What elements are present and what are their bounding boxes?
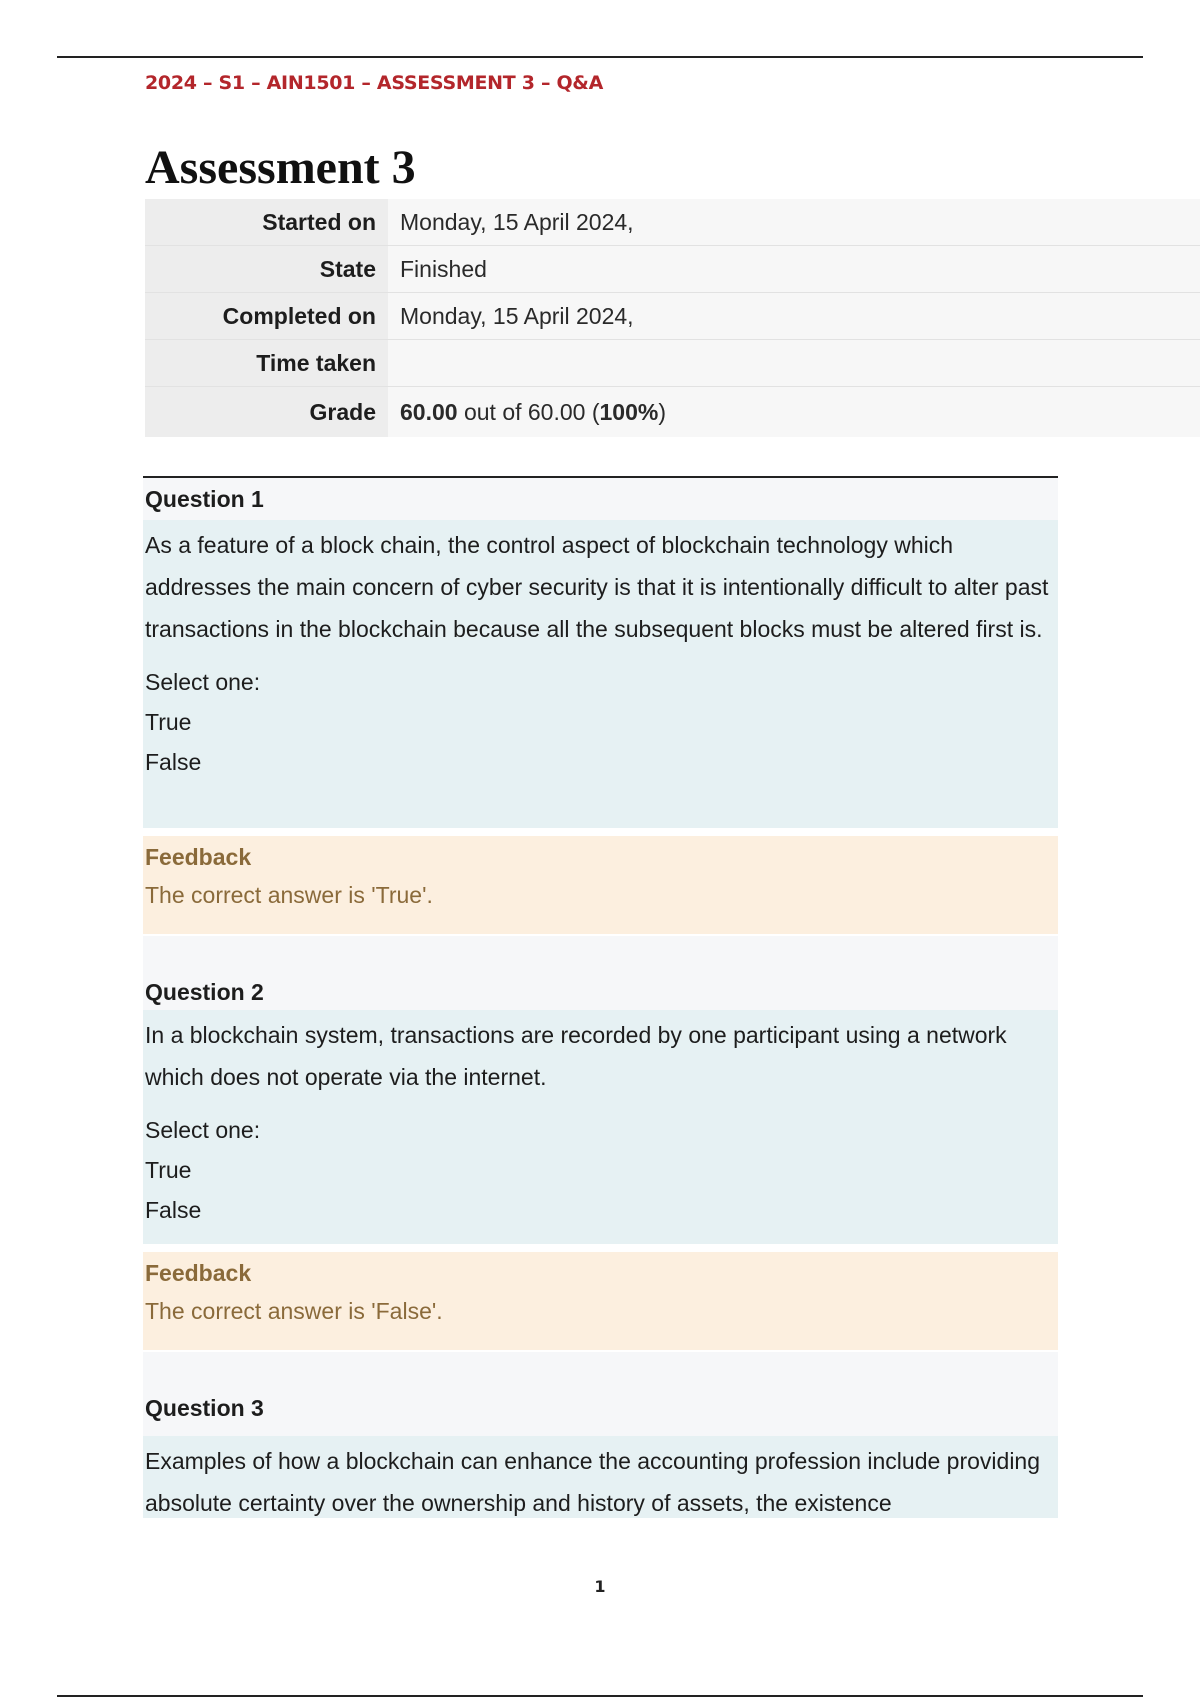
- page-title: Assessment 3: [145, 141, 416, 194]
- summary-row-grade: [145, 387, 1200, 438]
- grade-middle: out of 60.00 (: [457, 398, 600, 425]
- bottom-rule: [57, 1695, 1143, 1697]
- attempt-summary-table: [145, 199, 1200, 437]
- question-3-body: [143, 1436, 1058, 1518]
- summary-value: Monday, 15 April 2024,: [388, 293, 1200, 340]
- select-one-prompt: Select one:: [145, 1117, 261, 1143]
- feedback-text: The correct answer is 'True'.: [145, 882, 433, 908]
- summary-row-state: [145, 246, 1200, 293]
- summary-label: Time taken: [145, 340, 388, 387]
- summary-label: Started on: [145, 199, 388, 246]
- question-3-heading: Question 3: [143, 1352, 1058, 1436]
- question-2-heading: Question 2: [143, 936, 1058, 1010]
- summary-label: Grade: [145, 387, 388, 438]
- feedback-text: The correct answer is 'False'.: [145, 1298, 443, 1324]
- summary-row-completed: [145, 293, 1200, 340]
- feedback-title: Feedback: [145, 844, 252, 870]
- grade-end: ): [658, 398, 666, 425]
- question-1-text: As a feature of a block chain, the control aspect of blockchain technology which addresses the main concern of cyber security is that it is intentionally difficult to alter past transactions in the blockchain because all the subsequent blocks must be altered first is.: [145, 532, 1049, 642]
- summary-label: Completed on: [145, 293, 388, 340]
- page-number: 1: [594, 1577, 606, 1596]
- summary-value: Finished: [388, 246, 1200, 293]
- top-rule: [57, 56, 1143, 58]
- summary-value: [388, 340, 1200, 387]
- question-2-body: [143, 1010, 1058, 1244]
- grade-percent: 100%: [599, 398, 659, 425]
- grade-score: 60.00: [400, 398, 458, 425]
- summary-label: State: [145, 246, 388, 293]
- option-false[interactable]: False: [145, 749, 202, 775]
- option-false[interactable]: False: [145, 1197, 202, 1223]
- question-1-feedback: [143, 836, 1058, 934]
- question-2-feedback: [143, 1252, 1058, 1350]
- question-2-text: In a blockchain system, transactions are recorded by one participant using a network which does not operate via the internet.: [145, 1022, 1007, 1090]
- grade-value: [388, 387, 1200, 438]
- summary-row-started: [145, 199, 1200, 246]
- summary-value: Monday, 15 April 2024,: [388, 199, 1200, 246]
- option-true[interactable]: True: [145, 1157, 192, 1183]
- feedback-title: Feedback: [145, 1260, 252, 1286]
- document-header-title: 2024 – S1 – AIN1501 – ASSESSMENT 3 – Q&A: [145, 72, 603, 94]
- question-3-text: Examples of how a blockchain can enhance the accounting profession include providing absolute certainty over the ownership and history of assets, the existence: [145, 1448, 1041, 1516]
- summary-row-time-taken: [145, 340, 1200, 387]
- question-1-body: [143, 520, 1058, 828]
- option-true[interactable]: True: [145, 709, 192, 735]
- question-1-heading: Question 1: [143, 478, 1058, 520]
- select-one-prompt: Select one:: [145, 669, 261, 695]
